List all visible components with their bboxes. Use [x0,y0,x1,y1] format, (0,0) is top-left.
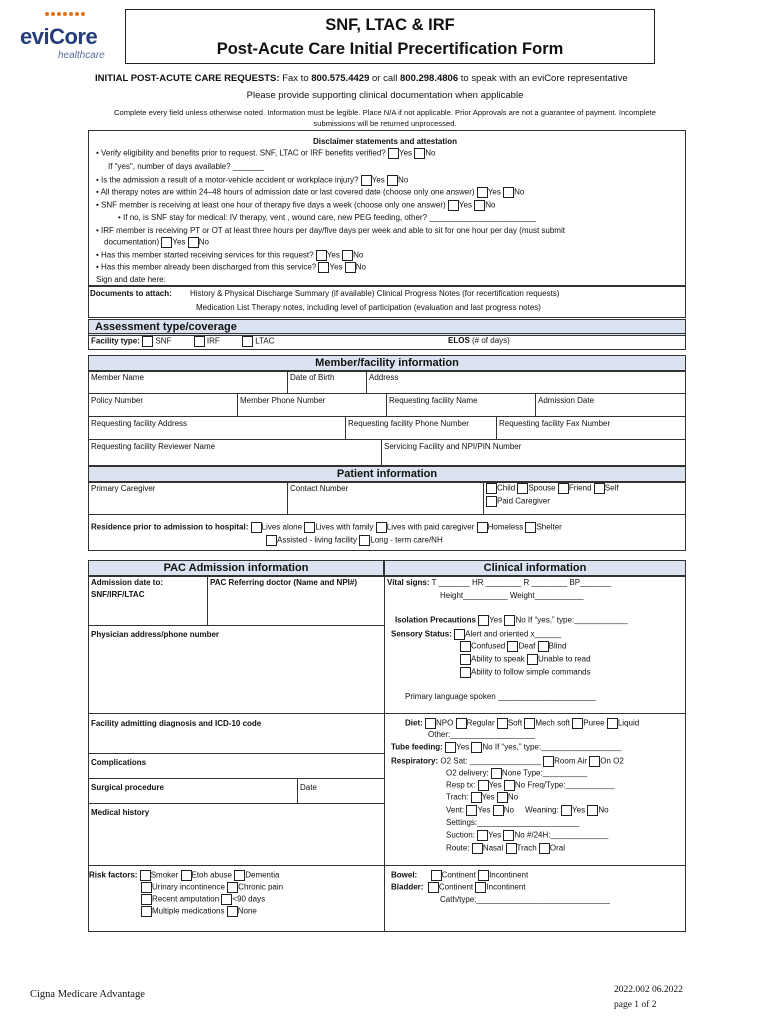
sensory-line-2 [460,641,566,652]
alert-label: Alert and oriented x______ [465,629,562,639]
q2-line: • Is the admission a result of a motor-vehicle accident or workplace injury? Yes No [96,175,409,185]
deaf-checkbox[interactable] [507,641,518,652]
footer-version: 2022.002 06.2022 [614,985,683,995]
o2-delivery-label: O2 delivery: [446,768,489,778]
lives-paid-label: Lives with paid caregiver [386,522,475,532]
q4-no: No [485,200,496,210]
title-line-1: SNF, LTAC & IRF [325,16,455,34]
resp-tx-no-checkbox[interactable] [504,780,515,791]
bowel-incontinent-checkbox[interactable] [478,870,489,881]
etoh-checkbox[interactable] [181,870,192,881]
vital-label: Vital signs: [387,578,430,587]
or-call: or call [372,73,398,84]
primary-caregiver-field[interactable]: Primary Caregiver [91,484,156,493]
bladder-continent-label: Continent [438,882,474,892]
vitals-fields: T _______ HR ________ R ________ BP_______ [431,578,612,587]
trach-yes-checkbox[interactable] [471,792,482,803]
caregiver-relation-line [486,483,619,494]
lives-family-label: Lives with family [315,522,374,532]
residence-label: Residence prior to admission to hospital: [91,522,249,532]
q2-yes: Yes [371,175,385,185]
q1-no: No [425,148,436,158]
on-o2-checkbox[interactable] [589,756,600,767]
isolation-no: No [515,615,526,625]
req-facility-name-field[interactable]: Requesting facility Name [389,396,478,405]
assessment-heading: Assessment type/coverage [88,319,686,336]
q7-line: • Has this member already been discharged from this service? Yes No [96,262,367,272]
referring-doctor-field[interactable]: PAC Referring doctor (Name and NPI#) [210,578,357,587]
facility-type-line [91,336,274,347]
bowel-incontinent-label: Incontinent [489,870,529,880]
residence-line [91,522,562,533]
chronic-pain-checkbox[interactable] [227,882,238,893]
smoker-label: Smoker [150,870,179,880]
logo-sub: healthcare [58,50,105,61]
req-reviewer-field[interactable]: Requesting facility Reviewer Name [91,442,216,451]
risk-line-1 [89,870,279,881]
bladder-incontinent-label: Incontinent [486,882,526,892]
nasal-label: Nasal [482,843,504,853]
q7-no: No [355,262,367,272]
q3-no: No [514,187,525,197]
dementia-checkbox[interactable] [234,870,245,881]
dob-field[interactable]: Date of Birth [290,373,335,382]
lt90-checkbox[interactable] [221,894,232,905]
bowel-continent-label: Continent [441,870,476,880]
weaning-no-checkbox[interactable] [587,805,598,816]
notice-line-2: submissions will be returned unprocessed. [313,119,457,128]
mech-soft-checkbox[interactable] [524,718,535,729]
q5-line: • IRF member is receiving PT or OT at least three hours per day/five days per week and able to sit for one hour per day (must submit [96,226,565,235]
recent-amp-checkbox[interactable] [141,894,152,905]
q4-line: • SNF member is receiving at least one hour of therapy five days a week (choose only one answer) Yes No [96,200,496,210]
urinary-label: Urinary incontinence [152,882,225,892]
member-phone-field[interactable]: Member Phone Number [240,396,326,405]
ltac-label: LTAC [255,336,275,346]
vent-yes-checkbox[interactable] [466,805,477,816]
q3-line: • All therapy notes are within 24–48 hours of admission date or last covered date (choose only one answer) Yes No [96,187,525,197]
medical-history-field[interactable]: Medical history [91,808,150,817]
q4-yes: Yes [458,200,472,210]
lives-alone-checkbox[interactable] [251,522,262,533]
shelter-checkbox[interactable] [525,522,536,533]
soft-checkbox[interactable] [497,718,508,729]
language-field[interactable]: Primary language spoken ______________________ [405,692,596,701]
q1-no-checkbox[interactable] [414,148,425,159]
diet-label: Diet: [405,718,423,728]
assisted-label: Assisted - living facility [277,535,358,545]
suction-no-checkbox[interactable] [503,830,514,841]
diet-line [405,718,639,729]
tube-yes-checkbox[interactable] [445,742,456,753]
paid-caregiver-line [486,496,550,507]
footer-left: Cigna Medicare Advantage [30,989,145,1000]
q3-no-checkbox[interactable] [503,187,514,198]
weaning-yes-checkbox[interactable] [561,805,572,816]
npo-checkbox[interactable] [425,718,436,729]
trach-label: Trach: [446,792,469,802]
vent-no-checkbox[interactable] [493,805,504,816]
logo-brand: eviCore [20,24,98,49]
q6-yes-checkbox[interactable] [316,250,327,261]
snf-label: SNF [155,336,172,346]
friend-checkbox[interactable] [558,483,569,494]
disclaimer-heading: Disclaimer statements and attestation [312,137,458,146]
oral-label: Oral [549,843,566,853]
q1b-line [108,162,264,171]
paid-caregiver-checkbox[interactable] [486,496,497,507]
req-facility-fax-field[interactable]: Requesting facility Fax Number [499,419,611,428]
q1b-blank[interactable]: _______ [232,162,265,171]
resp-tx-no: No [514,780,526,790]
lives-paid-checkbox[interactable] [376,522,387,533]
form-title [125,9,655,64]
q5-yes-checkbox[interactable] [161,237,172,248]
q3-yes: Yes [487,187,501,197]
ltc-checkbox[interactable] [359,535,370,546]
tube-label: Tube feeding: [391,742,443,752]
q1-text: Verify eligibility and benefits prior to request. SNF, LTAC or IRF benefits verified? [101,148,386,158]
q2-no-checkbox[interactable] [387,175,398,186]
trach-no-checkbox[interactable] [497,792,508,803]
documents-label: Documents to attach: [90,289,172,298]
lives-family-checkbox[interactable] [304,522,315,533]
multiple-meds-checkbox[interactable] [141,906,152,917]
q5-text: IRF member is receiving PT or OT at least three hours per day/five days per week and able to sit for one hour per day (must submit [101,226,565,235]
isolation-yes-checkbox[interactable] [478,615,489,626]
snf-checkbox[interactable] [142,336,153,347]
residence-line-2 [266,535,443,546]
none-label: None [237,906,257,916]
ability-speak-checkbox[interactable] [460,654,471,665]
ability-speak-label: Ability to speak [471,654,525,664]
multiple-meds-label: Multiple medications [152,906,225,916]
tube-line [391,742,621,753]
ltac-checkbox[interactable] [242,336,253,347]
policy-field[interactable]: Policy Number [91,396,144,405]
alert-checkbox[interactable] [454,629,465,640]
blind-label: Blind [548,641,567,651]
sensory-label: Sensory Status: [391,629,452,639]
isolation-type[interactable]: If “yes,” type:____________ [527,615,628,625]
notice-line-1: Complete every field unless otherwise noted. Information must be legible. Place N/A if not applicable. Prior Approvals are not a guarantee of payment. Incomplete [114,108,656,117]
per24-field[interactable]: #/24H:_____________ [526,830,609,840]
risk-line-3 [141,894,265,905]
ltc-label: Long - term care/NH [370,535,443,545]
q7-no-checkbox[interactable] [345,262,356,273]
npo-label: NPO [436,718,454,728]
q7-yes: Yes [329,262,343,272]
documents-items-1: History & Physical Discharge Summary (if available) Clinical Progress Notes (for recertification requests) [190,289,560,298]
puree-checkbox[interactable] [572,718,583,729]
lt90-label: <90 days [232,894,266,904]
soft-label: Soft [507,718,523,728]
risk-line-4 [141,906,257,917]
isolation-no-checkbox[interactable] [504,615,515,626]
admission-date-field[interactable]: Admission Date [538,396,595,405]
confused-checkbox[interactable] [460,641,471,652]
surgical-field[interactable]: Surgical procedure [91,783,164,792]
sensory-line-3 [460,654,591,665]
request-line [95,73,628,84]
q6-text: Has this member started receiving services for this request? [101,250,314,260]
urinary-checkbox[interactable] [141,882,152,893]
isolation-yes: Yes [489,615,503,625]
resp-line-1 [391,756,624,767]
settings-field[interactable]: Settings:_______________________ [446,818,580,827]
footer-page: page 1 of 2 [614,1000,657,1010]
paid-caregiver-label: Paid Caregiver [497,496,550,506]
weaning-label: Weaning: [525,805,559,815]
unable-read-label: Unable to read [538,654,591,664]
q7-yes-checkbox[interactable] [318,262,329,273]
assisted-checkbox[interactable] [266,535,277,546]
resp-line-2 [446,768,587,779]
facility-type-label: Facility type: [91,336,140,346]
regular-checkbox[interactable] [456,718,467,729]
member-heading: Member/facility information [88,355,686,372]
liquid-checkbox[interactable] [607,718,618,729]
q2-yes-checkbox[interactable] [361,175,372,186]
admission-date-label-1[interactable]: Admission date to: [91,578,164,587]
tube-type[interactable]: If “yes,” type:__________________ [494,742,622,752]
sign-line[interactable]: Sign and date here: [96,275,166,284]
risk-line-2 [141,882,283,893]
title-line-2: Post-Acute Care Initial Precertification Form [216,40,564,58]
nasal-checkbox[interactable] [472,843,483,854]
shelter-label: Shelter [536,522,562,532]
q5b-text: documentation) [104,237,160,247]
q1b-text: If "yes", number of days available? [108,162,231,171]
dementia-label: Dementia [245,870,280,880]
tube-yes: Yes [456,742,470,752]
surgical-date-field[interactable]: Date [300,783,317,792]
vitals-line-1[interactable] [387,578,611,587]
on-o2-label: On O2 [600,756,624,766]
room-air-label: Room Air [554,756,588,766]
contact-number-field[interactable]: Contact Number [290,484,349,493]
supporting-note: Please provide supporting clinical documentation when applicable [246,90,524,101]
regular-label: Regular [466,718,495,728]
member-grid [88,370,686,466]
o2sat-field[interactable]: O2 Sat: ________________ [440,756,541,766]
deaf-label: Deaf [518,641,536,651]
q4b-text: If no, is SNF stay for medical: IV therapy, vent , wound care, new PEG feeding, other? [123,213,428,222]
none-checkbox[interactable] [227,906,238,917]
phone-number[interactable]: 800.298.4806 [400,73,459,84]
bowel-label: Bowel: [391,870,418,880]
q6-no: No [353,250,364,260]
q5-no-checkbox[interactable] [188,237,199,248]
q4-text: SNF member is receiving at least one hour of therapy five days a week (choose only one answer) [101,200,446,210]
oral-checkbox[interactable] [539,843,550,854]
servicing-field[interactable]: Servicing Facility and NPI/PIN Number [384,442,522,451]
bladder-label: Bladder: [391,882,424,892]
follow-label: Ability to follow simple commands [471,667,591,677]
resp-tx-label: Resp tx: [446,780,476,790]
spouse-checkbox[interactable] [517,483,528,494]
irf-label: IRF [206,336,220,346]
bladder-incontinent-checkbox[interactable] [475,882,486,893]
friend-label: Friend [568,483,592,493]
resp-label: Respiratory: [391,756,439,766]
suction-label: Suction: [446,830,475,840]
trach-route-label: Trach [516,843,537,853]
bowel-continent-checkbox[interactable] [431,870,442,881]
trach-route-checkbox[interactable] [506,843,517,854]
weaning-no: No [598,805,609,815]
bladder-line [391,882,526,893]
isolation-label: Isolation Precautions [395,615,476,625]
q3-yes-checkbox[interactable] [477,187,488,198]
q5-yes: Yes [172,237,186,247]
resp-line-7 [446,830,608,841]
address-field[interactable]: Address [369,373,399,382]
unable-read-checkbox[interactable] [527,654,538,665]
tube-no: No [482,742,493,752]
chronic-pain-label: Chronic pain [238,882,284,892]
q1-yes: Yes [398,148,413,158]
puree-label: Puree [583,718,605,728]
weaning-yes: Yes [572,805,586,815]
resp-line-4 [446,792,518,803]
homeless-checkbox[interactable] [477,522,488,533]
recent-amp-label: Recent amputation [152,894,220,904]
member-name-field[interactable]: Member Name [91,373,144,382]
q5-no: No [198,237,209,247]
homeless-label: Homeless [487,522,524,532]
sensory-line-4 [460,667,591,678]
lives-alone-label: Lives alone [261,522,303,532]
risk-label: Risk factors: [89,870,138,880]
q4b-blank[interactable]: ________________________ [429,213,537,222]
etoh-label: Etoh abuse [191,870,232,880]
requests-label: INITIAL POST-ACUTE CARE REQUESTS: [95,73,280,84]
resp-line-5 [446,805,609,816]
documents-items-2: Medication List Therapy notes, including level of participation (evaluation and last progress notes) [196,303,541,312]
q5b-line [104,237,209,248]
bowel-line [391,870,528,881]
trach-no: No [507,792,519,802]
clinical-heading: Clinical information [384,560,686,577]
admission-date-label-2: SNF/IRF/LTAC [91,590,145,599]
suction-yes: Yes [488,830,502,840]
pac-heading: PAC Admission information [88,560,384,577]
follow-checkbox[interactable] [460,667,471,678]
self-checkbox[interactable] [594,483,605,494]
q2-no: No [398,175,409,185]
elos-label: ELOS [448,336,470,345]
cath-field[interactable]: Cath/type:______________________________ [440,895,610,904]
vent-no: No [503,805,515,815]
route-label: Route: [446,843,470,853]
physician-field[interactable]: Physician address/phone number [91,630,220,639]
fax-text: Fax to [282,73,309,84]
resp-tx-yes: Yes [488,780,502,790]
diet-other-field[interactable]: Other:___________________ [428,730,535,739]
q6-no-checkbox[interactable] [342,250,353,261]
trach-yes: Yes [481,792,495,802]
q6-yes: Yes [326,250,340,260]
q6-line: • Has this member started receiving services for this request? Yes No [96,250,364,260]
vent-label: Vent: [446,805,465,815]
q4b-line: • If no, is SNF stay for medical: IV therapy, vent , wound care, new PEG feeding, other? ________________________ [118,213,537,222]
irf-checkbox[interactable] [194,336,205,347]
o2-type-field[interactable]: Type:__________ [523,768,588,778]
confused-label: Confused [471,641,506,651]
child-label: Child [497,483,516,493]
isolation-line [395,615,628,626]
q7-text: Has this member already been discharged from this service? [101,262,317,272]
o2-none-label: None [501,768,522,778]
q2-text: Is the admission a result of a motor-vehicle accident or workplace injury? [101,175,359,185]
suction-yes-checkbox[interactable] [477,830,488,841]
freq-field[interactable]: Freq/Type:___________ [527,780,615,790]
evicore-logo [8,8,113,68]
resp-line-3 [446,780,615,791]
spouse-label: Spouse [528,483,556,493]
room-air-checkbox[interactable] [543,756,554,767]
complications-field[interactable]: Complications [91,758,147,767]
q1-yes-checkbox[interactable] [388,148,399,159]
blind-checkbox[interactable] [538,641,549,652]
resp-tx-yes-checkbox[interactable] [478,780,489,791]
elos-field[interactable] [448,336,510,345]
elos-note: (# of days) [472,336,510,345]
tube-no-checkbox[interactable] [471,742,482,753]
patient-heading: Patient information [88,466,686,483]
suction-no: No [514,830,525,840]
q1-line: • Verify eligibility and benefits prior to request. SNF, LTAC or IRF benefits verified? Yes No [96,148,436,158]
diagnosis-field[interactable]: Facility admitting diagnosis and ICD-10 code [91,719,262,728]
req-facility-address-field[interactable]: Requesting facility Address [91,419,188,428]
mech-soft-label: Mech soft [535,718,570,728]
o2-none-checkbox[interactable] [491,768,502,779]
self-label: Self [604,483,619,493]
sensory-line-1 [391,629,561,640]
vent-yes: Yes [477,805,491,815]
req-facility-phone-field[interactable]: Requesting facility Phone Number [348,419,469,428]
q4-no-checkbox[interactable] [474,200,485,211]
q4-yes-checkbox[interactable] [448,200,459,211]
q3-text: All therapy notes are within 24–48 hours of admission date or last covered date (choose only one answer) [100,187,475,197]
resp-line-8 [446,843,565,854]
fax-number[interactable]: 800.575.4429 [311,73,370,84]
vitals-line-2[interactable]: Height__________ Weight___________ [440,591,584,600]
smoker-checkbox[interactable] [140,870,151,881]
speak-text: to speak with an eviCore representative [460,73,628,84]
child-checkbox[interactable] [486,483,497,494]
liquid-label: Liquid [617,718,640,728]
bladder-continent-checkbox[interactable] [428,882,439,893]
